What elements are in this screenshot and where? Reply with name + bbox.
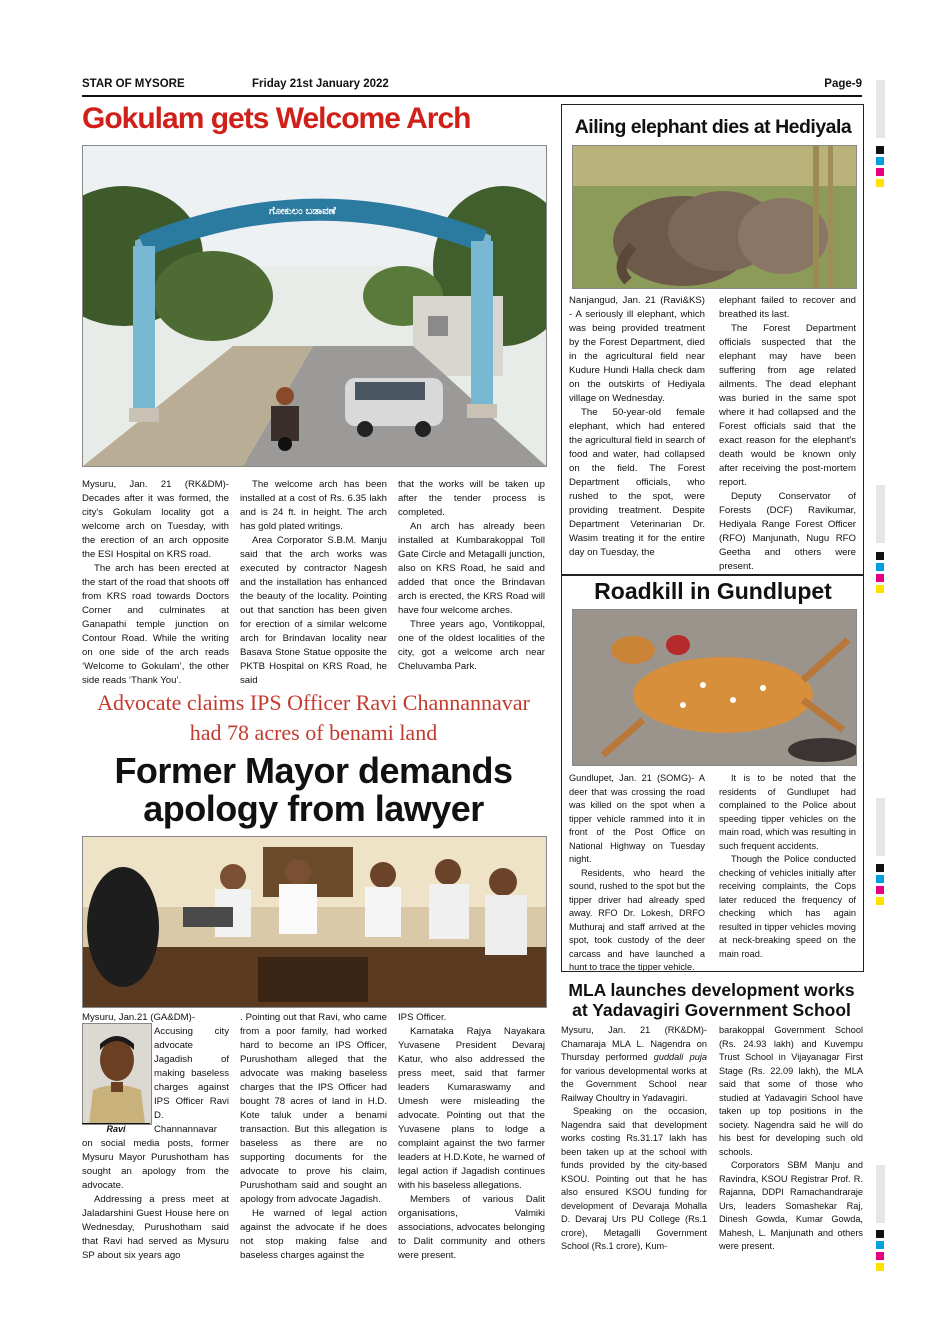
swatch-magenta xyxy=(876,886,884,894)
elephant-col-2 xyxy=(719,294,856,574)
paragraph: Speaking on the occasion, Nagendra said that development works costing Rs.31.17 lakh has been taken up at the school with funds provided by the city-based KSOU. Pointing out that he has also ensured KSOU funding for development of Devaraja Mohalla D. Devaraj Urs PU College (Rs.1 crore), Metagalli Government School (Rs.1 crore), Kum- xyxy=(561,1106,707,1251)
paragraph: Gundlupet, Jan. 21 (SOMG)- A deer that was crossing the road was killed on the spot when a tipper vehicle rammed into it in front of the Post Office on National Highway on Tuesday night. xyxy=(569,773,705,864)
swatch-cyan xyxy=(876,875,884,883)
gokulam-headline: Gokulam gets Welcome Arch xyxy=(82,102,471,135)
mayor-headline-1: Former Mayor demands xyxy=(114,750,513,791)
press-meet-scene xyxy=(83,837,546,1007)
lead-text: Mysuru, Jan. 21 (RK&DM)- Chamaraja MLA L. Nagendra on Thursday performed xyxy=(561,1025,707,1062)
mla-col-2 xyxy=(719,1024,863,1254)
swatch-black xyxy=(876,864,884,872)
gokulam-col-3 xyxy=(398,478,545,674)
mla-headline-2: at Yadavagiri Government School xyxy=(572,1000,851,1020)
paragraph: Members of various Dalit organisations, Valmiki associations, advocates belonging to Dalit community and others were present. xyxy=(398,1194,545,1261)
elephant-photo xyxy=(572,145,857,289)
paragraph: The Forest Department officials suspected that the elephant may have been suffering from age related ailments. The dead elephant was buried in the same spot where it had collapsed and the Forest officials said that the exact reason for the elephant's death would be known only after receiving the post-mortem report. xyxy=(719,323,856,488)
register-strip xyxy=(876,1165,885,1223)
swatch-cyan xyxy=(876,1241,884,1249)
swatch-cyan xyxy=(876,563,884,571)
paragraph: The 50-year-old female elephant, which had entered the agricultural field in search of food and water, had collapsed on the field. The Forest Department officials, who rushed to the spot, were providing treatment. Despite Department Veterinarian Dr. Wasim treating it for the entire day on Tuesday, the xyxy=(569,407,705,558)
portrait-caption: Ravi xyxy=(82,1123,150,1134)
paragraph: Deputy Conservator of Forests (DCF) Ravikumar, Hediyala Range Forest Officer (RFO) Manjunath, Nugu RFO Geetha and others were present. xyxy=(719,491,856,572)
elephant-headline: Ailing elephant dies at Hediyala xyxy=(574,116,852,138)
issue-date: Friday 21st January 2022 xyxy=(252,78,389,90)
arch-scene xyxy=(83,146,546,466)
gokulam-col-1 xyxy=(82,478,229,688)
portrait-image xyxy=(83,1024,151,1124)
swatch-magenta xyxy=(876,574,884,582)
register-strip xyxy=(876,485,885,543)
mayor-col-1-wrap: Accusing city advocate Jagadish of making baseless charges against IPS Officer Ravi D. Channannavar xyxy=(154,1026,229,1135)
paragraph: elephant failed to recover and breathed its last. xyxy=(719,295,856,320)
mayor-col-1-lead: Mysuru, Jan.21 (GA&DM)- xyxy=(82,1012,196,1023)
elephant-scene xyxy=(573,146,856,288)
header-rule xyxy=(82,95,862,97)
press-meet-photo xyxy=(82,836,547,1008)
paragraph: He warned of legal action against the advocate if he does not stop making false and baseless charges against the xyxy=(240,1208,387,1261)
mayor-kicker-1: Advocate claims IPS Officer Ravi Channannavar xyxy=(97,690,530,715)
paragraph: An arch has already been installed at Kumbarakoppal Toll Gate Circle and Metagalli junction, also on KRS Road, he said and added that once the Brindavan arch is erected, the KRS Road will have four welcome arches. xyxy=(398,521,545,616)
paragraph: . Pointing out that Ravi, who came from a poor family, had worked hard to become an IPS Officer, Purushotham alleged that the advocate was making baseless charges that the IPS Officer had bought 78 acres of land in H.D. Kote taluk under a benami transaction. But this allegation is baseless as there are no supporting documents for the advocate to prove his claim, Purushotham said and sought an apology from advocate Jagadish. xyxy=(240,1012,387,1205)
mayor-kicker-2: had 78 acres of benami land xyxy=(189,720,438,745)
elephant-col-1 xyxy=(569,294,705,560)
lead-text-end: for various developmental works at the Government School near Railway Choultry in Yadavagiri. xyxy=(561,1065,707,1103)
register-strip xyxy=(876,798,885,856)
mayor-col-1 xyxy=(82,1137,229,1263)
swatch-yellow xyxy=(876,585,884,593)
paragraph: Three years ago, Vontikoppal, one of the oldest localities of the city, got a welcome arch near Cheluvamba Park. xyxy=(398,619,545,672)
emphasis-text: guddali puja xyxy=(653,1052,707,1062)
swatch-black xyxy=(876,146,884,154)
roadkill-col-1 xyxy=(569,772,705,975)
deer-scene xyxy=(573,610,856,765)
mayor-col-3 xyxy=(398,1011,545,1263)
paragraph: Residents, who heard the sound, rushed to the spot but the tipper driver had already sped away. RFO Dr. Lokesh, DRFO Muthuraj and staff arrived at the spot, took custody of the deer carcass and have launched a hunt to trace the tipper vehicle. xyxy=(569,867,705,972)
swatch-yellow xyxy=(876,897,884,905)
ravi-portrait xyxy=(82,1023,152,1125)
roadkill-headline: Roadkill in Gundlupet xyxy=(594,578,832,604)
paragraph: that the works will be taken up after the tender process is completed. xyxy=(398,479,545,518)
deer-photo xyxy=(572,609,857,766)
swatch-black xyxy=(876,1230,884,1238)
paragraph: It is to be noted that the residents of Gundlupet had complained to the Police about speeding tipper vehicles on the main road, which was resulting in such frequent accidents. xyxy=(719,773,856,851)
register-strip xyxy=(876,80,885,138)
paragraph: Though the Police conducted checking of vehicles initially after receiving complaints, the Cops later reduced the frequency of checking which has again resulted in tipper vehicles moving at neck-breaking speed on the main road. xyxy=(719,854,856,959)
paragraph: The welcome arch has been installed at a cost of Rs. 6.35 lakh and is 24 ft. in height. The arch has gold plated writings. xyxy=(240,479,387,532)
swatch-magenta xyxy=(876,168,884,176)
page-number: Page-9 xyxy=(824,78,862,90)
swatch-black xyxy=(876,552,884,560)
paragraph: Addressing a press meet at Jaladarshini Guest House here on Wednesday, Purushotham said that Ravi had served as Mysuru SP about six years ago xyxy=(82,1194,229,1261)
mayor-col-2 xyxy=(240,1011,387,1263)
paragraph: Area Corporator S.B.M. Manju said that the arch works was executed by contractor Nagesh and the installation has enhanced the beauty of the locality. Pointing out that sanction has been given for erection of a similar welcome arch for Brindavan locality near Basava Stone Statue opposite the PKTB Hospital on KRS Road, he said xyxy=(240,535,387,686)
paragraph: Nanjangud, Jan. 21 (Ravi&KS) - A seriously ill elephant, which was being provided treatment by the Forest Department, died in the agricultural field near Kudure Hundi Halla check dam on the outskirts of Hediyala village on Wednesday. xyxy=(569,295,705,404)
paragraph: Corporators SBM Manju and Ravindra, KSOU Registrar Prof. R. Rajanna, DDPI Ramachandraraje Urs, leaders Somashekar Raj, Dinesh Gowda, Kumar Gowda, Mahesh, L. Manjunath and others were present. xyxy=(719,1160,863,1251)
paragraph: on social media posts, former Mysuru Mayor Purushotham has sought an apology from the advocate. xyxy=(82,1138,229,1191)
swatch-yellow xyxy=(876,1263,884,1271)
paragraph: barakoppal Government School (Rs. 24.93 lakh) and Kuvempu Trust School in Vijayanagar First Stage (Rs. 22.09 lakh), the MLA said that some of those who studied at Yadavagiri School have taken up top positions in the society. Nagendra said he will do his best for developing such old schools. xyxy=(719,1025,863,1157)
swatch-cyan xyxy=(876,157,884,165)
gokulam-arch-photo xyxy=(82,145,547,467)
mla-headline-1: MLA launches development works xyxy=(568,980,855,1000)
swatch-yellow xyxy=(876,179,884,187)
paragraph: The arch has been erected at the start of the road that shoots off from KRS road towards Doctors Corner and culminates at Ganapathi temple junction on Contour Road. While the writing on one side of the arch reads ‘Welcome to Gokulam’, the other side reads ‘Thank You’. xyxy=(82,563,229,686)
gokulam-col-2 xyxy=(240,478,387,688)
paragraph: IPS Officer. xyxy=(398,1012,447,1023)
swatch-magenta xyxy=(876,1252,884,1260)
page-header xyxy=(82,78,862,94)
mayor-headline-2: apology from lawyer xyxy=(143,788,484,829)
paragraph xyxy=(561,1024,707,1105)
mla-col-1 xyxy=(561,1024,707,1254)
paragraph: Karnataka Rajya Nayakara Yuvasene President Devaraj Katur, who also addressed the press meet, said that farmer leaders Kumaraswamy and Umesh were misleading the advocate. Pointing out that the Yuvasene plans to lodge a complaint against the two farmer leaders at H.D.Kote, he warned of legal action if Jagadish continues with his baseless allegations. xyxy=(398,1026,545,1191)
arch-signboard-text: ಗೋಕುಲಂ ಬಡಾವಣೆ xyxy=(269,206,336,217)
paragraph: Mysuru, Jan. 21 (RK&DM)- Decades after it was formed, the city's Gokulam locality got a welcome arch on Tuesday, with the erection of an arch opposite the ESI Hospital on KRS road. xyxy=(82,479,229,560)
roadkill-col-2 xyxy=(719,772,856,961)
masthead: STAR OF MYSORE xyxy=(82,78,185,90)
